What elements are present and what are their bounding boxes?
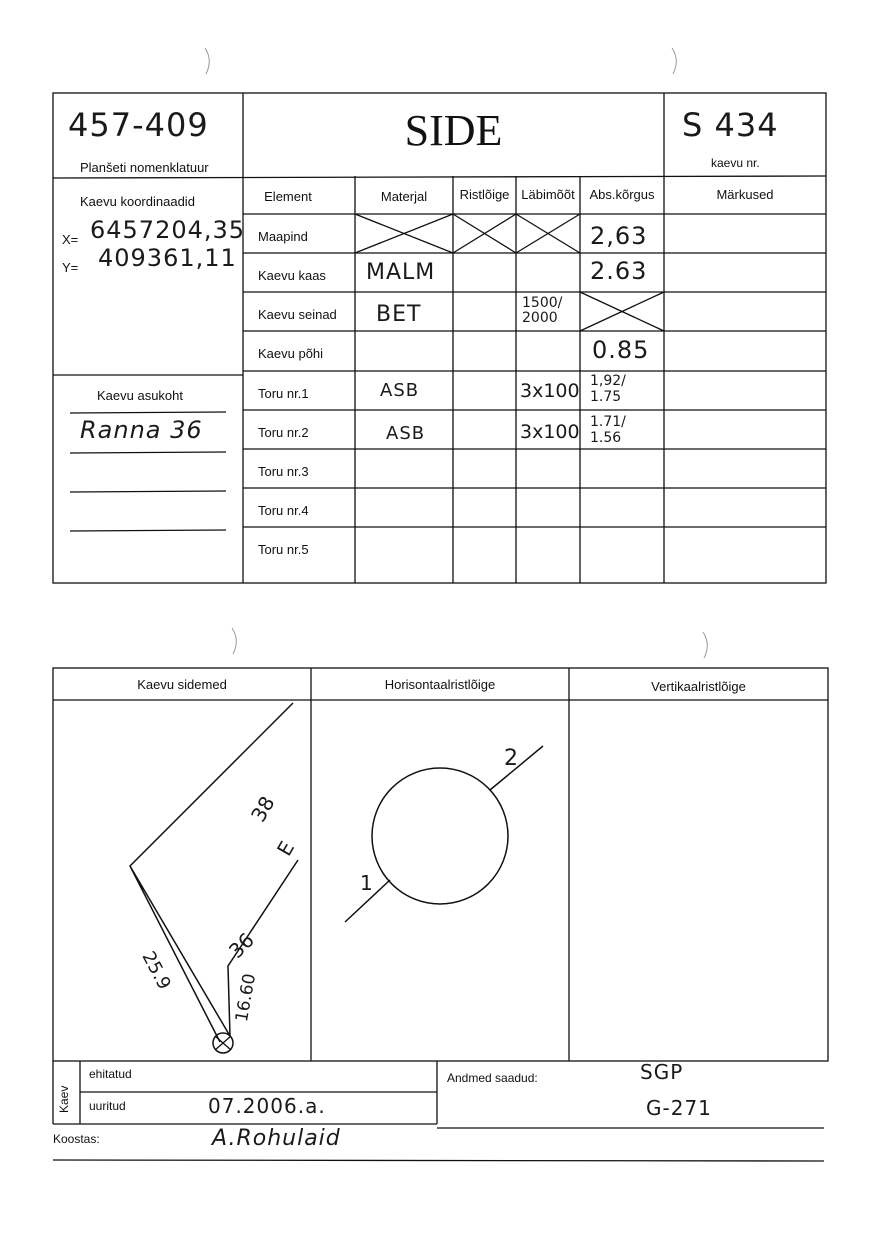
tie-distance-4: 16.60 (232, 972, 261, 1024)
col-header-remarks: Märkused (716, 187, 774, 202)
pipe-label-2: 2 (504, 746, 519, 771)
diameter-pipe-2: 3x100 (520, 421, 580, 443)
material-pipe-2: ASB (386, 423, 426, 444)
data-source-label: Andmed saadud: (447, 1071, 538, 1085)
pipe-label-1: 1 (360, 871, 374, 895)
row-label-bottom: Kaevu põhi (258, 346, 324, 361)
col-header-material: Materjal (380, 189, 428, 204)
y-label: Y= (62, 260, 79, 275)
x-label: X= (62, 232, 79, 247)
compiled-label: Koostas: (53, 1132, 100, 1146)
row-label-pipe-3: Toru nr.3 (258, 464, 309, 479)
plansheet-value: 457-409 (68, 106, 209, 144)
material-pipe-1: ASB (380, 380, 420, 401)
abs-bottom: 0.85 (592, 336, 650, 364)
data-source-value-1: SGP (640, 1060, 684, 1084)
compiled-value: A.Rohulaid (212, 1126, 341, 1151)
plansheet-label: Planšeti nomenklatuur (80, 160, 209, 175)
tie-distance-1: 38 (246, 791, 280, 826)
abs-ground: 2,63 (590, 222, 648, 250)
well-number-value: S 434 (682, 106, 779, 144)
row-label-pipe-4: Toru nr.4 (258, 503, 309, 518)
row-label-pipe-2: Toru nr.2 (258, 425, 309, 440)
abs-pipe-1: 1,92/ 1.75 (590, 373, 626, 405)
col-header-diameter: Läbimõõt (521, 187, 575, 202)
row-label-ground: Maapind (258, 229, 308, 244)
diameter-pipe-1: 3x100 (520, 380, 580, 402)
tie-distance-2: 36 (224, 928, 259, 963)
form-title: SIDE (404, 106, 503, 155)
header-well-ties: Kaevu sidemed (137, 677, 227, 692)
tie-letter: E (272, 836, 300, 860)
side-label-well: Kaev (57, 1085, 71, 1113)
row-label-walls: Kaevu seinad (258, 307, 337, 322)
location-label: Kaevu asukoht (97, 388, 184, 403)
coordinates-label: Kaevu koordinaadid (80, 194, 195, 209)
header-horizontal-section: Horisontaalristlõige (384, 677, 496, 692)
header-vertical-section: Vertikaalristlõige (651, 679, 746, 694)
y-value: 409361,11 (98, 244, 237, 272)
built-label: ehitatud (89, 1067, 132, 1081)
row-label-cover: Kaevu kaas (258, 268, 326, 283)
tie-distance-3: 25.9 (137, 948, 175, 994)
row-label-pipe-5: Toru nr.5 (258, 542, 309, 557)
data-source-value-2: G-271 (646, 1096, 712, 1120)
col-header-cross-section: Ristlõige (459, 187, 510, 202)
x-value: 6457204,35 (90, 216, 246, 244)
diameter-walls: 1500/ 2000 (522, 295, 563, 326)
abs-pipe-2: 1.71/ 1.56 (590, 414, 626, 446)
surveyed-label: uuritud (89, 1099, 126, 1113)
well-number-label: kaevu nr. (711, 156, 760, 170)
surveyed-value: 07.2006.a. (208, 1094, 326, 1118)
col-header-abs-height: Abs.kõrgus (589, 187, 655, 202)
material-cover: MALM (366, 260, 436, 285)
location-value: Ranna 36 (80, 416, 203, 444)
material-walls: BET (376, 302, 422, 327)
row-label-pipe-1: Toru nr.1 (258, 386, 309, 401)
abs-cover: 2.63 (590, 257, 648, 285)
col-header-element: Element (264, 189, 312, 204)
